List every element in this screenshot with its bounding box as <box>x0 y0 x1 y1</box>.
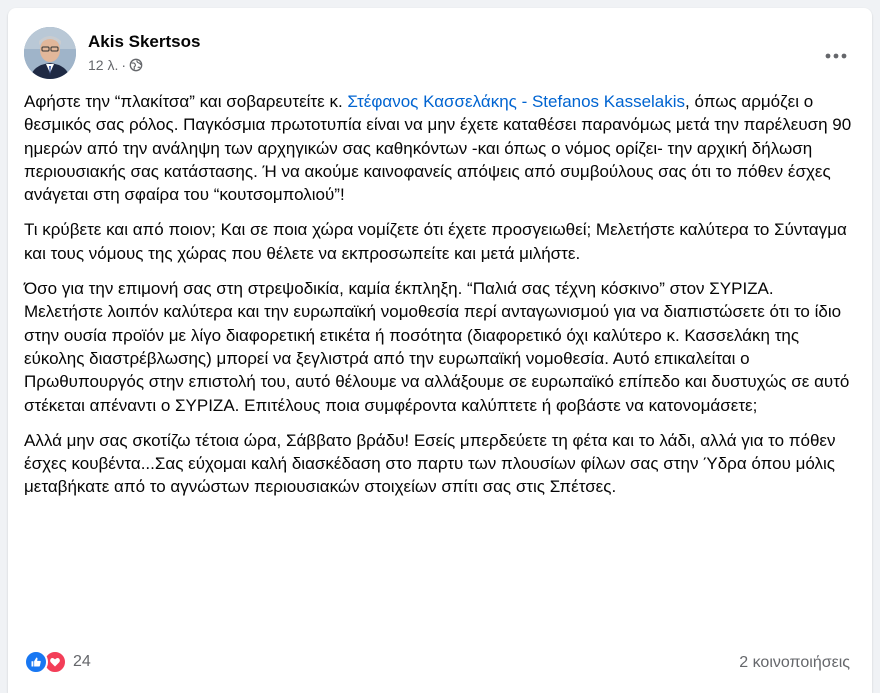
avatar[interactable] <box>24 27 76 79</box>
mention-link[interactable]: Στέφανος Κασσελάκης - Stefanos Kasselakis <box>347 92 686 111</box>
post-text <box>24 90 852 511</box>
post-time[interactable]: 12 λ. <box>88 57 119 73</box>
post-paragraph-2: Τι κρύβετε και από ποιον; Και σε ποια χώρα νομίζετε ότι έχετε προσγειωθεί; Μελετήστε καλύτερα το Σύνταγμα και τους νόμους της χώρας που θέλετε να εκπροσωπείτε και μετά μιλήστε. <box>24 220 847 263</box>
post-paragraph-4: Αλλά μην σας σκοτίζω τέτοια ώρα, Σάββατο βράδυ! Εσείς μπερδεύετε τη φέτα και το λάδι, αλλά για το πόθεν έσχες κουβέντα...Σας εύχομαι καλή διασκέδαση στο παρτυ των πλουσίων φίλων σας στην Ύδρα όπου μόλις μεταβήκατε από το αγνώστων περιουσιακών στοιχείων σπίτι σας στις Σπέτσες. <box>24 430 836 497</box>
like-icon <box>24 650 48 674</box>
paragraph-1-start: Αφήστε την “πλακίτσα” και σοβαρευτείτε κ. <box>24 92 348 111</box>
paragraph-1-end: , όπως αρμόζει ο θεσμικός σας ρόλος. Παγκόσμια πρωτοτυπία είναι να μην έχετε καταθέσει παρανόμως μετά την παρέλευση 90 ημερών από την ανάληψη των αρχηγικών σας καθηκόντων -και όπως ο νόμος ορίζει- την αρχική δήλωση περιουσιακής σας κατάστασης. Ή να ακούμε καινοφανείς απόψεις από συμβούλους σας ότι το πόθεν έσχες ανάγεται στη σφαίρα του “κουτσομπολιού”! <box>24 92 852 205</box>
post-paragraph-1 <box>24 90 852 206</box>
reaction-count: 24 <box>73 653 91 670</box>
reactions-summary[interactable] <box>24 650 91 674</box>
avatar-image <box>24 27 76 79</box>
more-options-icon <box>825 53 847 59</box>
meta-separator: · <box>121 57 127 73</box>
shares-count[interactable]: 2 κοινοποιήσεις <box>739 654 850 671</box>
post-header <box>24 24 856 80</box>
author-name[interactable]: Akis Skertsos <box>88 32 201 51</box>
post-meta <box>88 57 143 73</box>
post-footer <box>24 646 856 682</box>
more-options-button[interactable] <box>818 38 854 74</box>
globe-icon[interactable] <box>129 58 143 72</box>
post-paragraph-3: Όσο για την επιμονή σας στη στρεψοδικία, καμία έκπληξη. “Παλιά σας τέχνη κόσκινο” στον ΣΥΡΙΖΑ. Μελετήστε λοιπόν καλύτερα και την ευρωπαϊκή νομοθεσία περί ανταγωνισμού για να διαπιστώσετε ότι το ίδιο στην ουσία προϊόν με λίγο διαφορετική ετικέτα ή ποσότητα (διαφορετικό όχι καλύτερο κ. Κασσελάκη της εύκολης διαστρέβλωσης) μπορεί να ξεγλιστρά από την ευρωπαϊκή νομοθεσία. Αυτό επικαλείται ο Πρωθυπουργός στην επιστολή του, αυτό θέλουμε να αλλάξουμε σε ευρωπαϊκό επίπεδο και δυστυχώς σε αυτό στέκεται απέναντι ο ΣΥΡΙΖΑ. Επιτέλους ποια συμφέροντα καλύπτετε ή φοβάστε να κατονομάσετε; <box>24 279 850 415</box>
post-card <box>8 8 872 693</box>
